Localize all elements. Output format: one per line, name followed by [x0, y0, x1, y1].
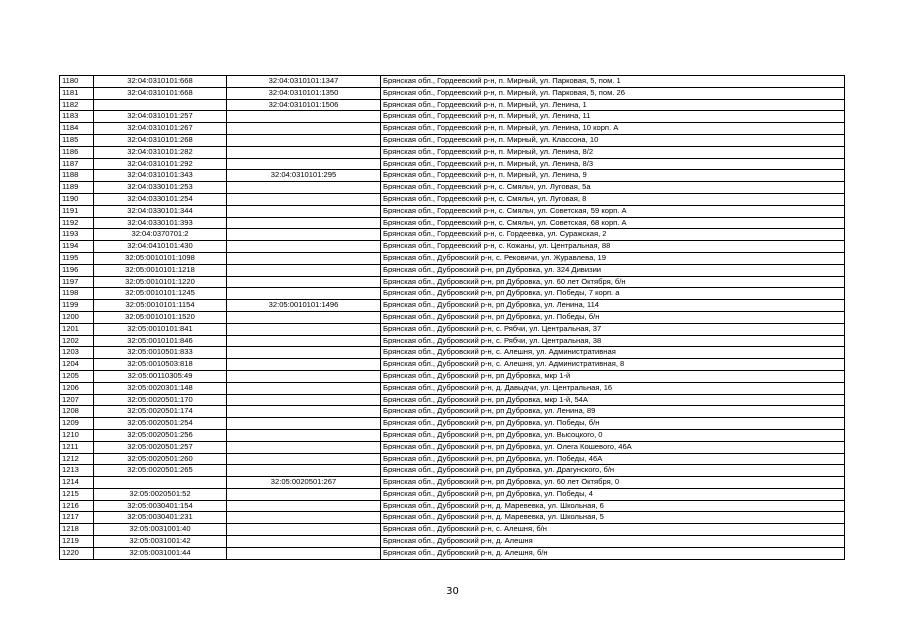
address-cell: Брянская обл., Гордеевский р-н, п. Мирный, ул. Ленина, 8/3: [381, 158, 845, 170]
related-cadastral-number-cell: [227, 547, 381, 559]
cadastral-number-cell: 32:04:0370701:2: [94, 229, 227, 241]
address-cell: Брянская обл., Дубровский р-н, рп Дубровка, ул. Драгунского, б/н: [381, 465, 845, 477]
cadastral-number-cell: 32:05:0010501:833: [94, 347, 227, 359]
related-cadastral-number-cell: [227, 500, 381, 512]
related-cadastral-number-cell: [227, 418, 381, 430]
cadastral-number-cell: 32:05:0031001:40: [94, 524, 227, 536]
table-row: [60, 170, 845, 182]
related-cadastral-number-cell: [227, 394, 381, 406]
row-number-cell: 1210: [60, 429, 94, 441]
row-number-cell: 1215: [60, 488, 94, 500]
address-cell: Брянская обл., Дубровский р-н, рп Дубровка, мкр 1-й, 54А: [381, 394, 845, 406]
address-cell: Брянская обл., Гордеевский р-н, с. Смяльч, ул. Советская, 59 корп. А: [381, 205, 845, 217]
cadastral-number-cell: 32:05:0010101:1098: [94, 252, 227, 264]
related-cadastral-number-cell: [227, 241, 381, 253]
row-number-cell: 1205: [60, 370, 94, 382]
address-cell: Брянская обл., Дубровский р-н, рп Дубровка, ул. Олега Кошевого, 46А: [381, 441, 845, 453]
cadastral-number-cell: 32:05:0020501:52: [94, 488, 227, 500]
table-row: [60, 477, 845, 489]
row-number-cell: 1180: [60, 76, 94, 88]
related-cadastral-number-cell: [227, 370, 381, 382]
related-cadastral-number-cell: [227, 536, 381, 548]
address-cell: Брянская обл., Гордеевский р-н, с. Смяльч, ул. Луговая, 8: [381, 193, 845, 205]
related-cadastral-number-cell: [227, 359, 381, 371]
related-cadastral-number-cell: 32:04:0310101:295: [227, 170, 381, 182]
address-cell: Брянская обл., Гордеевский р-н, с. Кожаны, ул. Центральная, 88: [381, 241, 845, 253]
related-cadastral-number-cell: [227, 311, 381, 323]
table-row: [60, 382, 845, 394]
related-cadastral-number-cell: [227, 441, 381, 453]
address-cell: Брянская обл., Гордеевский р-н, п. Мирный, ул. Ленина, 9: [381, 170, 845, 182]
row-number-cell: 1193: [60, 229, 94, 241]
property-registry-table: [59, 75, 845, 560]
row-number-cell: 1208: [60, 406, 94, 418]
table-row: [60, 300, 845, 312]
row-number-cell: 1191: [60, 205, 94, 217]
address-cell: Брянская обл., Дубровский р-н, рп Дубровка, ул. Ленина, 89: [381, 406, 845, 418]
table-row: [60, 406, 845, 418]
table-row: [60, 252, 845, 264]
row-number-cell: 1213: [60, 465, 94, 477]
address-cell: Брянская обл., Гордеевский р-н, п. Мирный, ул. Ленина, 1: [381, 99, 845, 111]
table-row: [60, 146, 845, 158]
cadastral-number-cell: 32:05:0020501:170: [94, 394, 227, 406]
related-cadastral-number-cell: [227, 406, 381, 418]
related-cadastral-number-cell: [227, 252, 381, 264]
address-cell: Брянская обл., Гордеевский р-н, п. Мирный, ул. Ленина, 8/2: [381, 146, 845, 158]
row-number-cell: 1196: [60, 264, 94, 276]
table-row: [60, 111, 845, 123]
address-cell: Брянская обл., Дубровский р-н, с. Рябчи, ул. Центральная, 38: [381, 335, 845, 347]
table-row: [60, 288, 845, 300]
related-cadastral-number-cell: [227, 123, 381, 135]
address-cell: Брянская обл., Дубровский р-н, рп Дубровка, ул. Победы, б/н: [381, 311, 845, 323]
address-cell: Брянская обл., Дубровский р-н, с. Рябчи, ул. Центральная, 37: [381, 323, 845, 335]
related-cadastral-number-cell: [227, 193, 381, 205]
row-number-cell: 1183: [60, 111, 94, 123]
table-row: [60, 429, 845, 441]
related-cadastral-number-cell: [227, 264, 381, 276]
address-cell: Брянская обл., Дубровский р-н, рп Дубровка, ул. Победы, 4: [381, 488, 845, 500]
row-number-cell: 1198: [60, 288, 94, 300]
related-cadastral-number-cell: [227, 465, 381, 477]
address-cell: Брянская обл., Дубровский р-н, рп Дубровка, ул. Победы, б/н: [381, 418, 845, 430]
related-cadastral-number-cell: 32:05:0010101:1496: [227, 300, 381, 312]
page-number: 30: [446, 586, 459, 597]
related-cadastral-number-cell: 32:04:0310101:1506: [227, 99, 381, 111]
table-row: [60, 241, 845, 253]
cadastral-number-cell: 32:04:0310101:343: [94, 170, 227, 182]
address-cell: Брянская обл., Дубровский р-н, д. Маревевка, ул. Школьная, 5: [381, 512, 845, 524]
related-cadastral-number-cell: [227, 158, 381, 170]
table-row: [60, 123, 845, 135]
related-cadastral-number-cell: [227, 288, 381, 300]
row-number-cell: 1186: [60, 146, 94, 158]
table-row: [60, 229, 845, 241]
row-number-cell: 1217: [60, 512, 94, 524]
related-cadastral-number-cell: 32:05:0020501:267: [227, 477, 381, 489]
cadastral-number-cell: 32:04:0330101:253: [94, 182, 227, 194]
table-row: [60, 347, 845, 359]
table-row: [60, 524, 845, 536]
table-row: [60, 465, 845, 477]
row-number-cell: 1212: [60, 453, 94, 465]
cadastral-number-cell: 32:05:0010101:1245: [94, 288, 227, 300]
table-row: [60, 158, 845, 170]
cadastral-number-cell: 32:04:0310101:268: [94, 134, 227, 146]
related-cadastral-number-cell: 32:04:0310101:1350: [227, 87, 381, 99]
row-number-cell: 1185: [60, 134, 94, 146]
cadastral-number-cell: [94, 99, 227, 111]
cadastral-number-cell: 32:05:0020501:260: [94, 453, 227, 465]
table-row: [60, 193, 845, 205]
address-cell: Брянская обл., Дубровский р-н, с. Алешня, ул. Административная: [381, 347, 845, 359]
table-row: [60, 370, 845, 382]
row-number-cell: 1218: [60, 524, 94, 536]
cadastral-number-cell: 32:05:0020301:148: [94, 382, 227, 394]
cadastral-number-cell: 32:05:0030401:154: [94, 500, 227, 512]
related-cadastral-number-cell: 32:04:0310101:1347: [227, 76, 381, 88]
related-cadastral-number-cell: [227, 134, 381, 146]
table-row: [60, 276, 845, 288]
table-row: [60, 87, 845, 99]
row-number-cell: 1220: [60, 547, 94, 559]
row-number-cell: 1200: [60, 311, 94, 323]
row-number-cell: 1203: [60, 347, 94, 359]
row-number-cell: 1192: [60, 217, 94, 229]
table-row: [60, 264, 845, 276]
related-cadastral-number-cell: [227, 276, 381, 288]
address-cell: Брянская обл., Дубровский р-н, рп Дубровка, мкр 1-й: [381, 370, 845, 382]
cadastral-number-cell: 32:05:0010101:1218: [94, 264, 227, 276]
cadastral-number-cell: 32:05:0031001:44: [94, 547, 227, 559]
address-cell: Брянская обл., Дубровский р-н, рп Дубровка, ул. Ленина, 114: [381, 300, 845, 312]
address-cell: Брянская обл., Дубровский р-н, с. Алешня, б/н: [381, 524, 845, 536]
table-row: [60, 323, 845, 335]
cadastral-number-cell: 32:05:0020501:257: [94, 441, 227, 453]
address-cell: Брянская обл., Гордеевский р-н, п. Мирный, ул. Классона, 10: [381, 134, 845, 146]
row-number-cell: 1197: [60, 276, 94, 288]
table-row: [60, 441, 845, 453]
row-number-cell: 1188: [60, 170, 94, 182]
row-number-cell: 1207: [60, 394, 94, 406]
registry-table-body: [60, 76, 845, 560]
address-cell: Брянская обл., Дубровский р-н, рп Дубровка, ул. Высоцкого, 0: [381, 429, 845, 441]
cadastral-number-cell: 32:05:0010503:818: [94, 359, 227, 371]
row-number-cell: 1209: [60, 418, 94, 430]
row-number-cell: 1214: [60, 477, 94, 489]
table-row: [60, 134, 845, 146]
address-cell: Брянская обл., Дубровский р-н, д. Алешня, б/н: [381, 547, 845, 559]
address-cell: Брянская обл., Дубровский р-н, д. Давыдчи, ул. Центральная, 16: [381, 382, 845, 394]
cadastral-number-cell: 32:05:00110305:49: [94, 370, 227, 382]
row-number-cell: 1184: [60, 123, 94, 135]
address-cell: Брянская обл., Гордеевский р-н, с. Смяльч, ул. Луговая, 5а: [381, 182, 845, 194]
cadastral-number-cell: 32:05:0020501:254: [94, 418, 227, 430]
address-cell: Брянская обл., Гордеевский р-н, п. Мирный, ул. Ленина, 11: [381, 111, 845, 123]
table-row: [60, 76, 845, 88]
related-cadastral-number-cell: [227, 524, 381, 536]
row-number-cell: 1187: [60, 158, 94, 170]
table-row: [60, 453, 845, 465]
cadastral-number-cell: 32:04:0310101:292: [94, 158, 227, 170]
cadastral-number-cell: 32:04:0410101:430: [94, 241, 227, 253]
row-number-cell: 1206: [60, 382, 94, 394]
address-cell: Брянская обл., Дубровский р-н, рп Дубровка, ул. Победы, 46А: [381, 453, 845, 465]
related-cadastral-number-cell: [227, 229, 381, 241]
address-cell: Брянская обл., Дубровский р-н, д. Алешня: [381, 536, 845, 548]
table-row: [60, 182, 845, 194]
cadastral-number-cell: 32:04:0330101:344: [94, 205, 227, 217]
cadastral-number-cell: 32:04:0310101:668: [94, 76, 227, 88]
row-number-cell: 1182: [60, 99, 94, 111]
related-cadastral-number-cell: [227, 146, 381, 158]
row-number-cell: 1201: [60, 323, 94, 335]
related-cadastral-number-cell: [227, 217, 381, 229]
cadastral-number-cell: 32:05:0010101:841: [94, 323, 227, 335]
row-number-cell: 1199: [60, 300, 94, 312]
cadastral-number-cell: 32:05:0031001:42: [94, 536, 227, 548]
row-number-cell: 1190: [60, 193, 94, 205]
row-number-cell: 1216: [60, 500, 94, 512]
related-cadastral-number-cell: [227, 347, 381, 359]
table-row: [60, 512, 845, 524]
related-cadastral-number-cell: [227, 182, 381, 194]
table-row: [60, 488, 845, 500]
row-number-cell: 1202: [60, 335, 94, 347]
cadastral-number-cell: 32:05:0020501:256: [94, 429, 227, 441]
address-cell: Брянская обл., Гордеевский р-н, с. Смяльч, ул. Советская, 68 корп. А: [381, 217, 845, 229]
related-cadastral-number-cell: [227, 429, 381, 441]
cadastral-number-cell: 32:05:0030401:231: [94, 512, 227, 524]
cadastral-number-cell: 32:05:0020501:265: [94, 465, 227, 477]
address-cell: Брянская обл., Дубровский р-н, рп Дубровка, ул. 324 Дивизии: [381, 264, 845, 276]
row-number-cell: 1219: [60, 536, 94, 548]
row-number-cell: 1195: [60, 252, 94, 264]
cadastral-number-cell: 32:04:0330101:254: [94, 193, 227, 205]
table-row: [60, 359, 845, 371]
address-cell: Брянская обл., Гордеевский р-н, п. Мирный, ул. Парковая, 5, пом. 1: [381, 76, 845, 88]
related-cadastral-number-cell: [227, 488, 381, 500]
cadastral-number-cell: 32:04:0310101:282: [94, 146, 227, 158]
table-row: [60, 394, 845, 406]
table-row: [60, 311, 845, 323]
related-cadastral-number-cell: [227, 335, 381, 347]
related-cadastral-number-cell: [227, 453, 381, 465]
table-row: [60, 335, 845, 347]
row-number-cell: 1194: [60, 241, 94, 253]
related-cadastral-number-cell: [227, 111, 381, 123]
table-row: [60, 418, 845, 430]
table-row: [60, 500, 845, 512]
address-cell: Брянская обл., Гордеевский р-н, п. Мирный, ул. Парковая, 5, пом. 26: [381, 87, 845, 99]
address-cell: Брянская обл., Дубровский р-н, рп Дубровка, ул. 60 лет Октября, 0: [381, 477, 845, 489]
address-cell: Брянская обл., Дубровский р-н, с. Рековичи, ул. Журавлева, 19: [381, 252, 845, 264]
row-number-cell: 1181: [60, 87, 94, 99]
cadastral-number-cell: 32:04:0310101:267: [94, 123, 227, 135]
address-cell: Брянская обл., Дубровский р-н, с. Алешня, ул. Административная, 8: [381, 359, 845, 371]
cadastral-number-cell: [94, 477, 227, 489]
row-number-cell: 1204: [60, 359, 94, 371]
address-cell: Брянская обл., Гордеевский р-н, п. Мирный, ул. Ленина, 10 корп. А: [381, 123, 845, 135]
cadastral-number-cell: 32:05:0020501:174: [94, 406, 227, 418]
cadastral-number-cell: 32:05:0010101:846: [94, 335, 227, 347]
address-cell: Брянская обл., Дубровский р-н, рп Дубровка, ул. Победы, 7 корп. а: [381, 288, 845, 300]
cadastral-number-cell: 32:04:0310101:668: [94, 87, 227, 99]
row-number-cell: 1211: [60, 441, 94, 453]
related-cadastral-number-cell: [227, 205, 381, 217]
table-row: [60, 536, 845, 548]
address-cell: Брянская обл., Дубровский р-н, д. Маревевка, ул. Школьная, 6: [381, 500, 845, 512]
row-number-cell: 1189: [60, 182, 94, 194]
cadastral-number-cell: 32:05:0010101:1154: [94, 300, 227, 312]
table-row: [60, 99, 845, 111]
cadastral-number-cell: 32:05:0010101:1520: [94, 311, 227, 323]
cadastral-number-cell: 32:04:0310101:257: [94, 111, 227, 123]
table-row: [60, 217, 845, 229]
address-cell: Брянская обл., Дубровский р-н, рп Дубровка, ул. 60 лет Октября, б/н: [381, 276, 845, 288]
cadastral-number-cell: 32:05:0010101:1220: [94, 276, 227, 288]
cadastral-number-cell: 32:04:0330101:393: [94, 217, 227, 229]
address-cell: Брянская обл., Гордеевский р-н, с. Гордеевка, ул. Суражская, 2: [381, 229, 845, 241]
related-cadastral-number-cell: [227, 512, 381, 524]
related-cadastral-number-cell: [227, 382, 381, 394]
table-row: [60, 547, 845, 559]
related-cadastral-number-cell: [227, 323, 381, 335]
table-row: [60, 205, 845, 217]
